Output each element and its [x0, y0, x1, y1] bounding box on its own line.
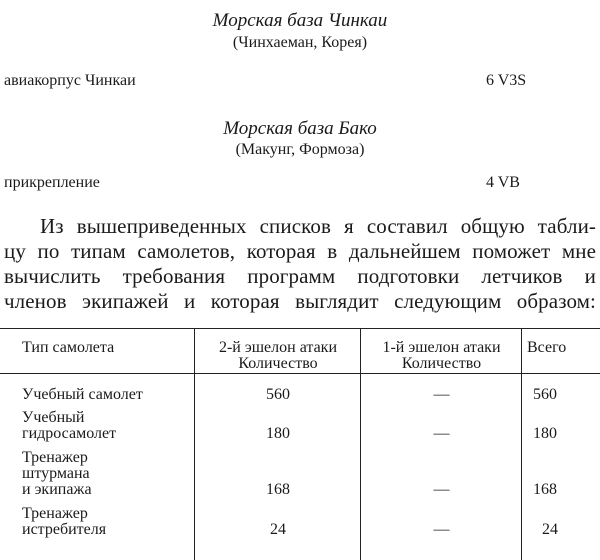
table-row-2-echelon1: —	[433, 425, 450, 442]
table-col-divider-3	[521, 328, 522, 560]
header-echelon1-line2: Количество	[401, 355, 482, 372]
base-1-row-label: авиакорпус Чинкаи	[4, 72, 136, 89]
table-col-divider-2	[360, 328, 361, 560]
paragraph-line-4: членов экипажей и которая выглядит следующим образом:	[4, 289, 596, 313]
base-1-title: Морская база Чинкаи	[212, 10, 388, 31]
aircraft-summary-table	[0, 328, 600, 560]
table-row-1-echelon2: 560	[266, 386, 290, 403]
table-row-2-type-line1: Учебный	[22, 409, 85, 426]
base-2-row-value: 4 VB	[486, 174, 520, 191]
table-row-3-type-line2: штурмана	[22, 465, 90, 482]
base-1-row-value: 6 V3S	[486, 72, 527, 89]
paragraph-line-1: Из вышеприведенных списков я составил общую табли-	[40, 214, 596, 238]
header-echelon2-line1: 2-й эшелон атаки	[218, 339, 338, 356]
table-header-rule	[0, 373, 600, 374]
paragraph-line-3: вычислить требования программ подготовки летчиков и	[4, 264, 596, 288]
table-col-divider-1	[194, 328, 195, 560]
table-row-1-total: 560	[533, 386, 557, 403]
table-row-3-type-line3: и экипажа	[22, 481, 92, 498]
table-row-3-type-line1: Тренажер	[22, 449, 88, 466]
table-row-4-echelon2: 24	[270, 521, 286, 538]
table-row-4-total: 24	[542, 521, 558, 538]
header-total: Всего	[527, 339, 567, 356]
table-row-1-type: Учебный самолет	[22, 386, 143, 403]
table-row-2-echelon2: 180	[266, 425, 290, 442]
table-row-2-type-line2: гидросамолет	[22, 425, 117, 442]
header-type: Тип самолета	[22, 339, 115, 356]
base-2-row-label: прикрепление	[4, 174, 100, 191]
body-paragraph	[4, 214, 596, 314]
table-row-3-echelon1: —	[433, 481, 450, 498]
table-row-3-echelon2: 168	[266, 481, 290, 498]
table-row-4-type-line2: истребителя	[22, 521, 107, 538]
base-2-title: Морская база Бако	[223, 118, 377, 139]
header-echelon2-line2: Количество	[238, 355, 318, 372]
table-row-2-total: 180	[533, 425, 557, 442]
table-row-3-total: 168	[533, 481, 557, 498]
header-echelon1-line1: 1-й эшелон атаки	[382, 339, 501, 356]
table-top-rule	[0, 328, 600, 329]
table-row-4-echelon1: —	[433, 521, 450, 538]
base-2-subtitle: (Макунг, Формоза)	[235, 141, 365, 158]
table-row-4-type-line1: Тренажер	[22, 505, 88, 522]
paragraph-line-2: цу по типам самолетов, которая в дальнейшем поможет мне	[4, 239, 596, 263]
table-row-1-echelon1: —	[433, 386, 450, 403]
base-1-subtitle: (Чинхаеман, Корея)	[232, 34, 368, 51]
